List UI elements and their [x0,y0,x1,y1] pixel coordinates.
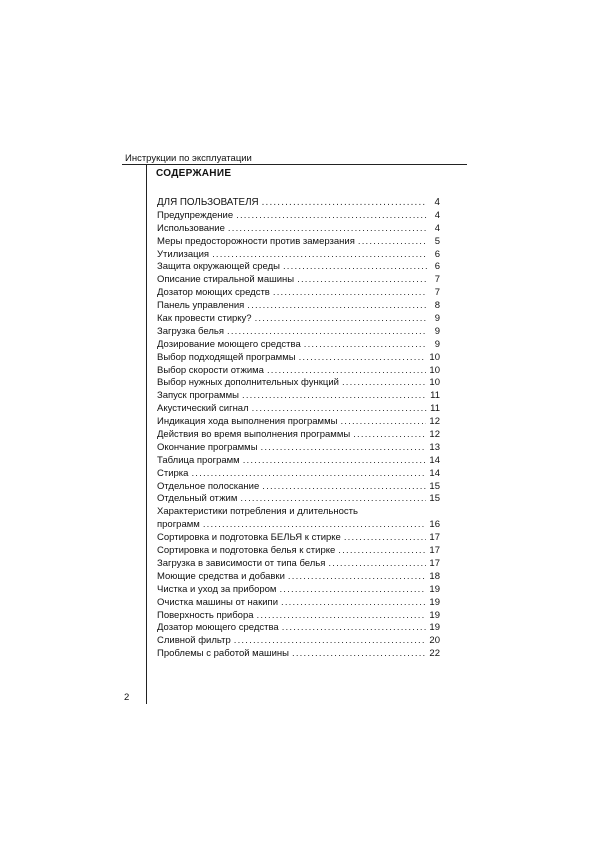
toc-entry-label: Дозатор моющего средства [157,622,279,634]
toc-entry-page: 17 [429,557,440,569]
toc-entry-page: 6 [434,248,440,260]
toc-entry[interactable] [157,197,440,210]
toc-entry-page: 7 [434,287,440,299]
toc-entry-label: Меры предосторожности против замерзания [157,235,355,247]
toc-leader [247,300,427,313]
toc-leader [297,274,427,287]
toc-entry-page: 17 [429,545,440,557]
table-of-contents [157,197,440,661]
toc-entry-label: Индикация хода выполнения программы [157,416,338,428]
toc-entry-label: Панель управления [157,300,245,312]
toc-entry[interactable] [157,300,440,313]
toc-entry-page: 15 [429,480,440,492]
toc-leader [262,481,426,494]
toc-entry-label: Отдельное полоскание [157,480,260,492]
header-rule [122,164,467,165]
toc-entry-label: ДЛЯ ПОЛЬЗОВАТЕЛЯ [157,197,259,208]
toc-leader [292,648,426,661]
toc-entry[interactable] [157,429,440,442]
toc-entry-label: Описание стиральной машины [157,274,295,286]
toc-leader [353,429,426,442]
toc-entry-page: 8 [434,300,440,312]
toc-entry-page: 4 [434,222,440,234]
toc-leader [358,236,427,249]
toc-entry-label: Очистка машины от накипи [157,596,278,608]
toc-leader [234,635,427,648]
toc-entry[interactable] [157,622,440,635]
toc-leader [228,223,427,236]
toc-entry[interactable] [157,481,440,494]
toc-leader [242,390,427,403]
toc-entry-label: Моющие средства и добавки [157,570,285,582]
toc-entry-label: Стирка [157,467,189,479]
toc-entry-page: 17 [429,532,440,544]
toc-leader [255,313,427,326]
toc-entry-label: Поверхность прибора [157,609,254,621]
toc-entry[interactable] [157,313,440,326]
toc-entry-label: Выбор нужных дополнительных функций [157,377,339,389]
toc-entry-page: 7 [434,274,440,286]
toc-entry-page: 19 [429,583,440,595]
toc-leader [281,597,426,610]
toc-leader [191,468,426,481]
toc-entry-page: 9 [434,338,440,350]
toc-entry[interactable] [157,648,440,661]
toc-leader [299,352,427,365]
toc-entry[interactable] [157,390,440,403]
toc-entry[interactable] [157,261,440,274]
toc-entry-label: Выбор подходящей программы [157,351,296,363]
toc-leader [273,287,427,300]
toc-entry[interactable] [157,455,440,468]
toc-entry-label: Как провести стирку? [157,313,252,325]
toc-entry-label: Отдельный отжим [157,493,238,505]
toc-entry[interactable] [157,274,440,287]
toc-leader [240,493,426,506]
toc-leader [236,210,427,223]
toc-entry-page: 10 [429,351,440,363]
toc-leader [227,326,427,339]
toc-entry-label: Акустический сигнал [157,403,249,415]
toc-entry-page: 22 [429,648,440,660]
toc-leader [252,403,427,416]
toc-entry[interactable] [157,210,440,223]
toc-leader [328,558,426,571]
toc-entry-label: Защита окружающей среды [157,261,280,273]
toc-entry-page: 20 [429,635,440,647]
toc-entry-label: Использование [157,222,225,234]
toc-entry[interactable] [157,287,440,300]
toc-entry[interactable] [157,326,440,339]
toc-entry-label: Запуск программы [157,390,239,402]
toc-leader [262,197,427,210]
toc-entry-page: 14 [429,454,440,466]
toc-entry[interactable] [157,493,440,506]
toc-leader [338,545,426,558]
toc-leader [288,571,427,584]
toc-entry[interactable] [157,236,440,249]
toc-entry-label: Сортировка и подготовка белья к стирке [157,545,336,557]
toc-entry[interactable] [157,635,440,648]
toc-entry[interactable] [157,442,440,455]
toc-leader [267,365,426,378]
toc-entry[interactable] [157,403,440,416]
toc-entry-label: Сортировка и подготовка БЕЛЬЯ к стирке [157,532,341,544]
toc-entry-label: программ [157,519,200,531]
toc-entry-label: Загрузка в зависимости от типа белья [157,557,326,569]
toc-leader [340,416,426,429]
toc-entry[interactable] [157,519,440,532]
toc-leader [344,532,427,545]
toc-entry[interactable] [157,597,440,610]
toc-entry[interactable] [157,532,440,545]
toc-leader [283,261,427,274]
toc-entry-page: 19 [429,622,440,634]
toc-entry-page: 12 [429,429,440,441]
toc-entry-page: 11 [430,403,440,415]
toc-entry[interactable] [157,249,440,262]
toc-entry-page: 16 [429,519,440,531]
toc-entry-label: Утилизация [157,248,210,260]
margin-rule [146,164,147,704]
toc-leader [304,339,427,352]
toc-entry-page: 10 [429,364,440,376]
toc-entry-label: Загрузка белья [157,325,224,337]
toc-heading: СОДЕРЖАНИЕ [156,168,232,179]
toc-entry-label: Окончание программы [157,441,258,453]
toc-entry-page: 4 [434,197,440,208]
toc-entry-page: 10 [429,377,440,389]
toc-leader [212,249,427,262]
toc-entry-page: 9 [434,313,440,325]
toc-entry-label: Характеристики потребления и длительность [157,506,358,518]
toc-leader [342,377,426,390]
toc-entry-page: 11 [430,390,440,402]
toc-entry-page: 4 [434,209,440,221]
toc-entry-page: 5 [434,235,440,247]
page-number: 2 [124,692,130,703]
toc-entry[interactable] [157,377,440,390]
toc-entry[interactable] [157,339,440,352]
toc-entry-label: Дозатор моющих средств [157,287,270,299]
toc-entry-page: 13 [429,441,440,453]
toc-entry[interactable] [157,416,440,429]
toc-leader [257,610,427,623]
toc-entry[interactable] [157,558,440,571]
toc-entry-label: Выбор скорости отжима [157,364,264,376]
toc-entry-label: Сливной фильтр [157,635,231,647]
toc-entry[interactable] [157,584,440,597]
toc-entry-page: 19 [429,596,440,608]
toc-entry[interactable] [157,545,440,558]
toc-leader [243,455,427,468]
toc-entry-label: Чистка и уход за прибором [157,583,277,595]
toc-entry[interactable] [157,365,440,378]
toc-leader [282,622,427,635]
toc-entry[interactable] [157,571,440,584]
toc-entry[interactable] [157,468,440,481]
toc-entry-page: 18 [429,570,440,582]
toc-leader [203,519,427,532]
toc-entry-label: Дозирование моющего средства [157,338,301,350]
toc-entry-page: 9 [434,325,440,337]
toc-entry-label: Действия во время выполнения программы [157,429,351,441]
toc-entry-page: 19 [429,609,440,621]
toc-leader [279,584,426,597]
toc-entry[interactable] [157,352,440,365]
toc-leader [261,442,427,455]
toc-entry-page: 14 [429,467,440,479]
running-header: Инструкции по эксплуатации [125,153,252,164]
toc-entry[interactable] [157,610,440,623]
toc-entry-label: Проблемы с работой машины [157,648,289,660]
toc-entry-line1[interactable] [157,506,440,519]
toc-entry[interactable] [157,223,440,236]
toc-entry-label: Таблица программ [157,454,240,466]
toc-entry-label: Предупреждение [157,209,234,221]
toc-entry-page: 6 [434,261,440,273]
toc-entry-page: 12 [429,416,440,428]
toc-entry-page: 15 [429,493,440,505]
